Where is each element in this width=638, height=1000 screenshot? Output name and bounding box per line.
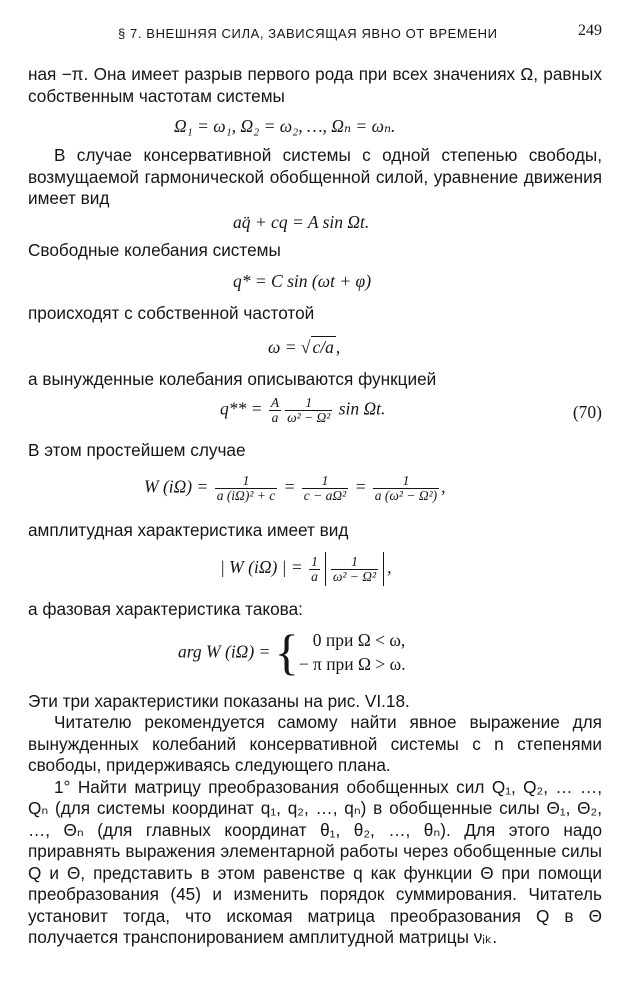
- running-header: [28, 20, 602, 42]
- equation-motion: aq̈ + cq = A sin Ωt.: [233, 211, 370, 232]
- equation-free-oscillations: q* = C sin (ωt + φ): [233, 271, 372, 291]
- paragraph-5: а вынужденные колебания описываются функцией: [28, 368, 437, 389]
- paragraph-2: В случае консервативной системы с одной степенью свободы, возмущаемой гармонической обобщенной силой, уравнение движения имеет вид: [28, 145, 602, 208]
- paragraph-6: В этом простейшем случае: [28, 440, 246, 460]
- paragraph-1: ная −π. Она имеет разрыв первого рода при всех значениях Ω, равных собственным частотам системы: [28, 64, 602, 106]
- equation-eigenfrequencies: Ω₁ = ω₁, Ω₂ = ω₂, …, Ωₙ = ωₙ.: [174, 116, 396, 136]
- paragraph-11: 1° Найти матрицу преобразования обобщенных сил Q₁, Q₂, … …, Qₙ (для системы координат q₁, q₂, …, qₙ) в обобщенные силы Θ₁, Θ₂, …, Θₙ (для главных координат θ₁, θ₂, …, θₙ). Для этого надо приравнять выражения элементарной работы через обобщенные силы Q и Θ, представить в этом равенстве q как функции Θ при помощи преобразования (45) и изменить порядок суммирования. Читатель установит тогда, что искомая матрица преобразования Q в Θ получается транспонированием амплитудной матрицы νᵢₖ.: [28, 776, 602, 947]
- paragraph-3: Свободные колебания системы: [28, 239, 281, 260]
- equation-forced-oscillations: q** = $\frac{A}{a}$ $\frac{1}{\text{ω² − Ω²}}$ sin Ωt. (70): [220, 395, 602, 425]
- page: [28, 20, 602, 949]
- paragraph-10: Читателю рекомендуется самому найти явное выражение для вынужденных колебаний консервативной системы с n степенями свободы, придерживаясь следующего плана.: [28, 712, 602, 775]
- paragraph-8: а фазовая характеристика такова:: [28, 599, 303, 619]
- section-title: § 7. ВНЕШНЯЯ СИЛА, ЗАВИСЯЩАЯ ЯВНО ОТ ВРЕМЕНИ: [118, 26, 498, 41]
- paragraph-7: амплитудная характеристика имеет вид: [28, 519, 349, 540]
- equation-amplitude-characteristic: | W (iΩ) | = $\frac{1}{a}$ $\frac{1}{\text{ω² − Ω²}}$ ,: [28, 541, 602, 599]
- paragraph-4: происходят с собственной частотой: [28, 303, 315, 323]
- equation-phase-characteristic: arg W (iΩ) = { 0 при Ω < ω, − π при Ω > ω.: [178, 623, 406, 680]
- paragraph-9: Эти три характеристики показаны на рис. VI.18.: [28, 690, 410, 711]
- page-number: 249: [578, 22, 602, 39]
- equation-transfer-function: W (iΩ) = $\frac{1}{\text{a (iΩ)² + c}}$ = $\frac{1}{\text{c − aΩ²}}$ = $\frac{1}{\text{a (ω² − Ω²)}}$ ,: [144, 472, 446, 503]
- equation-number: (70): [572, 402, 602, 422]
- equation-natural-frequency: ω = √ c/a ,: [268, 336, 341, 357]
